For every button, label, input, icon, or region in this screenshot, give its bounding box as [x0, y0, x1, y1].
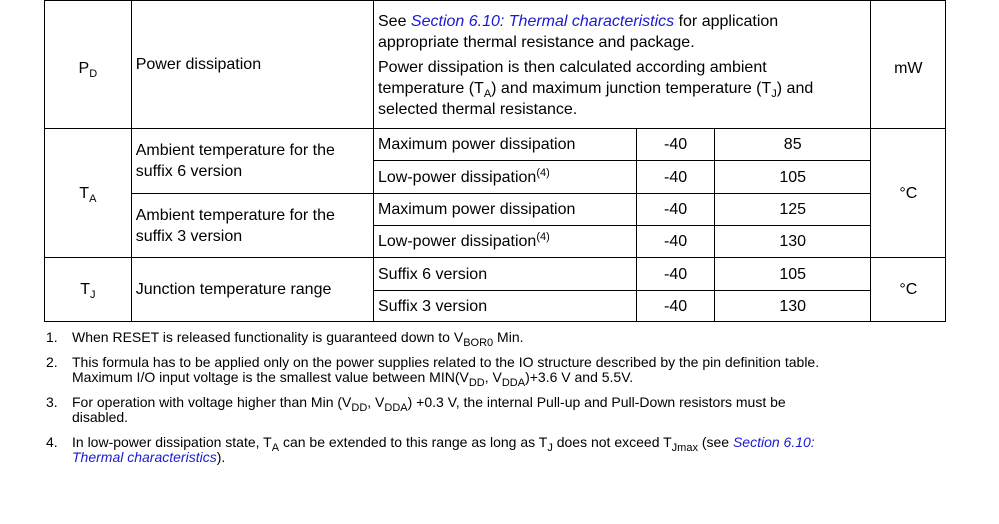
note-2: 2. This formula has to be applied only on the power supplies related to the IO structure described by the pin definition table. Maximum I/O input voltage is the smallest value between $MIN(V_{DD}$, $V_{DDA})+3.6$ V and 5.5V. [46, 354, 820, 389]
symbol-pd: $P_D$ [45, 1, 132, 129]
max-ta-2: 105 [714, 161, 870, 194]
parameter-ta-suffix6: Ambient temperature for the suffix 6 version [131, 129, 373, 194]
table-row-pd [45, 1, 999, 129]
unit-tj: °C [871, 258, 946, 322]
table-row-ta-3 [45, 194, 999, 226]
condition-tj-1: Suffix 6 version [374, 258, 637, 291]
unit-pd: mW [871, 1, 946, 129]
note-4-thermal-link[interactable]: Thermal characteristics [72, 449, 217, 465]
unit-ta: °C [871, 129, 946, 258]
table-row-ta-1 [45, 129, 999, 161]
max-tj-1: 105 [714, 258, 870, 291]
min-tj-2: -40 [637, 291, 715, 322]
max-ta-4: 130 [714, 226, 870, 258]
note-4-section-link[interactable]: Section 6.10: [732, 434, 815, 450]
condition-ta-2: Low-power dissipation$^{(4)}$ [374, 161, 637, 194]
max-tj-2: 130 [714, 291, 870, 322]
condition-pd: See Section 6.10: Thermal characteristics for application appropriate thermal resistance and package. Power dissipation is then calculated according ambient temperature $(T_A)$ and maximum junction temperature $(T_J)$ and selected thermal resistance. [374, 1, 871, 129]
min-tj-1: -40 [637, 258, 715, 291]
note-1: 1. When RESET is released functionality is guaranteed down to $V_{BOR0}$ Min. [46, 329, 524, 349]
min-ta-3: -40 [637, 194, 715, 226]
symbol-ta: $T_A$ [45, 129, 132, 258]
parameter-ta-suffix3: Ambient temperature for the suffix 3 version [131, 194, 373, 258]
condition-ta-1: Maximum power dissipation [374, 129, 637, 161]
table-row-tj-1 [45, 258, 999, 291]
min-ta-4: -40 [637, 226, 715, 258]
parameter-pd: Power dissipation [131, 1, 373, 129]
condition-ta-3: Maximum power dissipation [374, 194, 637, 226]
section-6-10-link[interactable]: Section 6.10: Thermal characteristics [410, 13, 675, 30]
note-4: 4. In low-power dissipation state, $T_A$ can be extended to this range as long as $T_J$ does not exceed $T_{Jmax}$ (see Section 6.10: Thermal characteristics). [46, 434, 815, 465]
operating-conditions-table [44, 0, 999, 322]
symbol-tj: $T_J$ [45, 258, 132, 322]
min-ta-2: -40 [637, 161, 715, 194]
min-ta-1: -40 [637, 129, 715, 161]
table-notes [46, 330, 946, 475]
parameter-tj: Junction temperature range [131, 258, 373, 322]
max-ta-1: 85 [714, 129, 870, 161]
note-3: 3. For operation with voltage higher than Min ($V_{DD}$, $V_{DDA}) +0.3$ V, the internal Pull-up and Pull-Down resistors must be disabled. [46, 394, 786, 425]
max-ta-3: 125 [714, 194, 870, 226]
condition-tj-2: Suffix 3 version [374, 291, 637, 322]
condition-ta-4: Low-power dissipation$^{(4)}$ [374, 226, 637, 258]
